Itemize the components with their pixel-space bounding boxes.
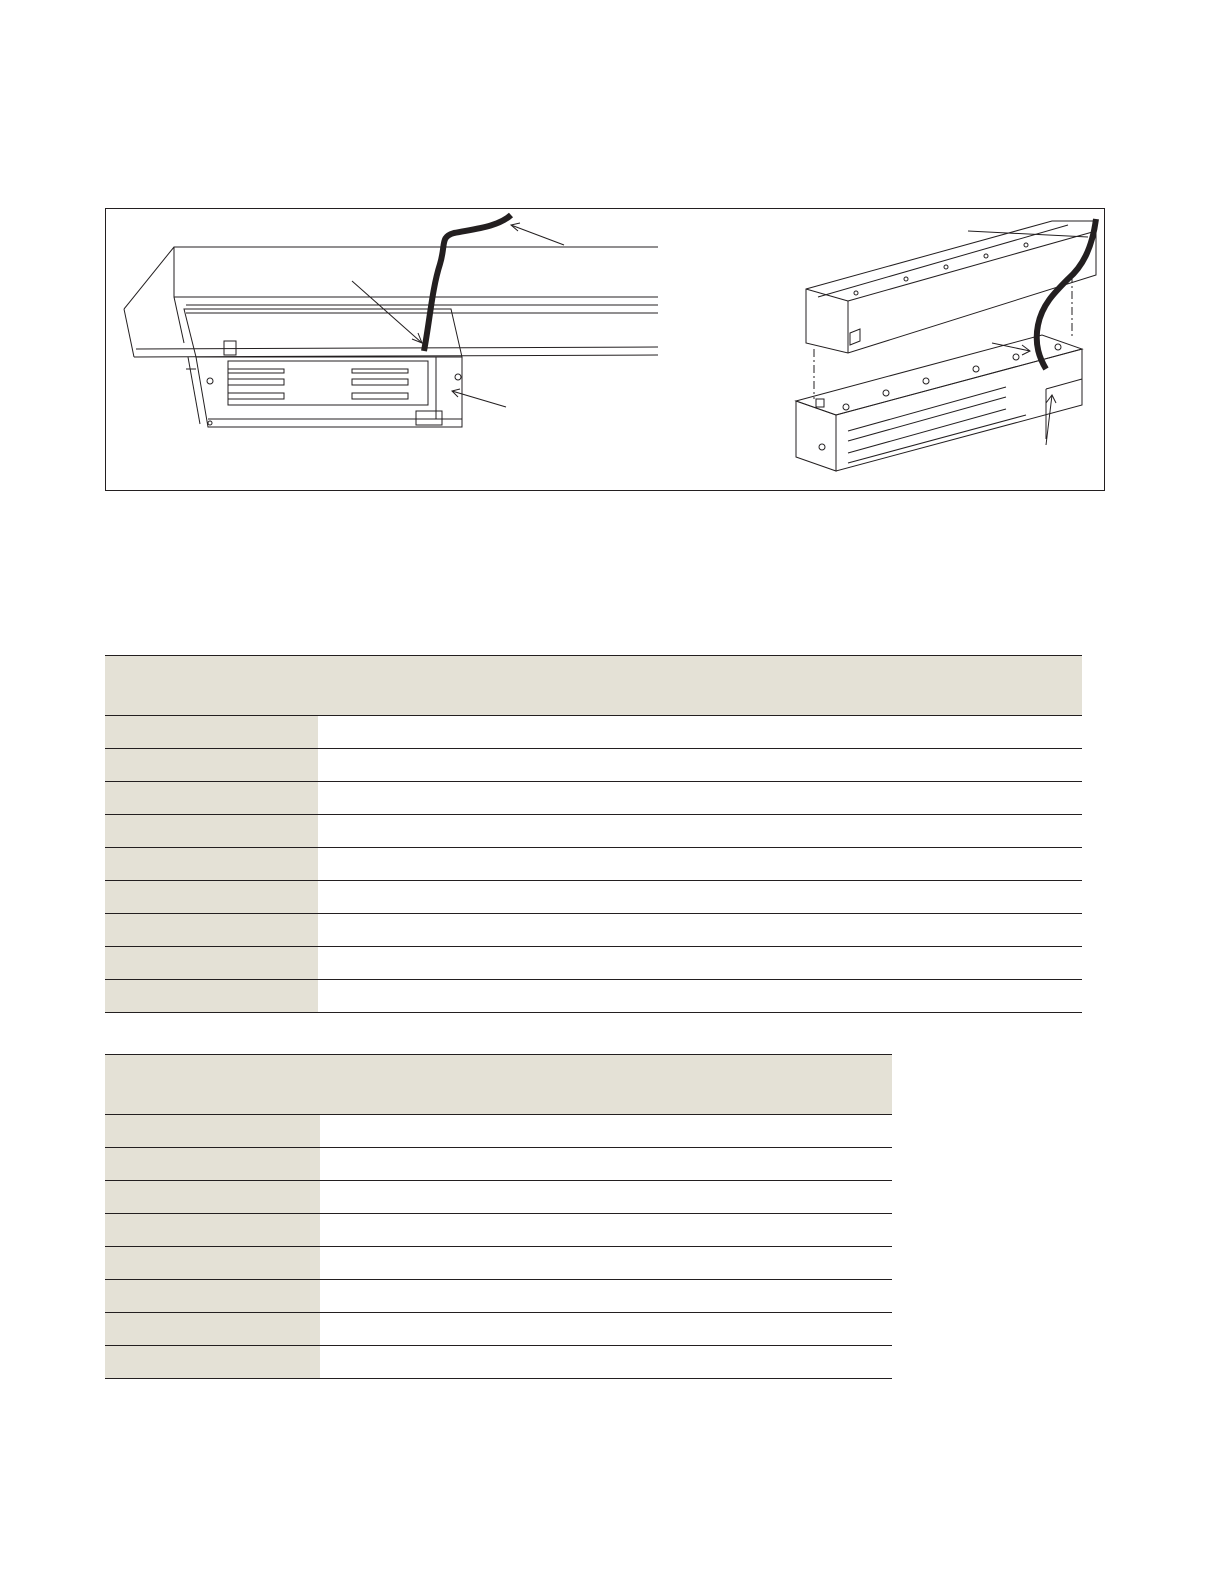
row-label: [105, 749, 318, 782]
mounting-bracket: [806, 221, 1096, 353]
table-row: [105, 1115, 892, 1148]
table-row: [105, 716, 1082, 749]
row-value: [318, 716, 1082, 749]
table-row: [105, 815, 1082, 848]
table-row: [105, 1181, 892, 1214]
table-row: [105, 947, 1082, 980]
row-label: [105, 1148, 320, 1181]
row-value: [318, 848, 1082, 881]
row-value: [318, 815, 1082, 848]
row-label: [105, 1247, 320, 1280]
spec-table-2: [105, 1054, 892, 1379]
row-label: [105, 947, 318, 980]
leader-arrows-right: [968, 231, 1088, 445]
maglock-body: [796, 275, 1082, 471]
row-label: [105, 980, 318, 1013]
row-label: [105, 1280, 320, 1313]
table-row: [105, 749, 1082, 782]
row-label: [105, 881, 318, 914]
row-label: [105, 815, 318, 848]
table-row: [105, 881, 1082, 914]
row-value: [318, 881, 1082, 914]
row-value: [320, 1280, 892, 1313]
table-row: [105, 1313, 892, 1346]
table2-header-label: [105, 1055, 320, 1115]
figure-drawing: [106, 209, 1106, 492]
table-row: [105, 1247, 892, 1280]
row-label: [105, 848, 318, 881]
row-value: [320, 1214, 892, 1247]
row-label: [105, 1214, 320, 1247]
maglock-housing: [184, 309, 462, 427]
row-value: [320, 1181, 892, 1214]
row-value: [318, 914, 1082, 947]
row-label: [105, 1313, 320, 1346]
table1-header-value: [318, 656, 1082, 716]
cable-right: [1037, 219, 1096, 369]
table-row: [105, 914, 1082, 947]
table-row: [105, 980, 1082, 1013]
row-label: [105, 1115, 320, 1148]
row-value: [318, 782, 1082, 815]
table-row: [105, 1346, 892, 1379]
row-label: [105, 716, 318, 749]
row-value: [320, 1115, 892, 1148]
table1-header-label: [105, 656, 318, 716]
row-value: [320, 1346, 892, 1379]
table-row: [105, 848, 1082, 881]
row-value: [318, 980, 1082, 1013]
row-label: [105, 1346, 320, 1379]
table2-header-value: [320, 1055, 892, 1115]
table-row: [105, 1214, 892, 1247]
table-row: [105, 1148, 892, 1181]
installation-figure: [105, 208, 1105, 491]
spec-table-1: [105, 655, 1082, 1013]
row-value: [320, 1148, 892, 1181]
row-value: [318, 947, 1082, 980]
row-value: [318, 749, 1082, 782]
cable-left: [424, 215, 511, 351]
row-value: [320, 1313, 892, 1346]
row-label: [105, 1181, 320, 1214]
table-row: [105, 1280, 892, 1313]
header-beam: [124, 247, 658, 357]
table-row: [105, 782, 1082, 815]
row-value: [320, 1247, 892, 1280]
row-label: [105, 914, 318, 947]
row-label: [105, 782, 318, 815]
